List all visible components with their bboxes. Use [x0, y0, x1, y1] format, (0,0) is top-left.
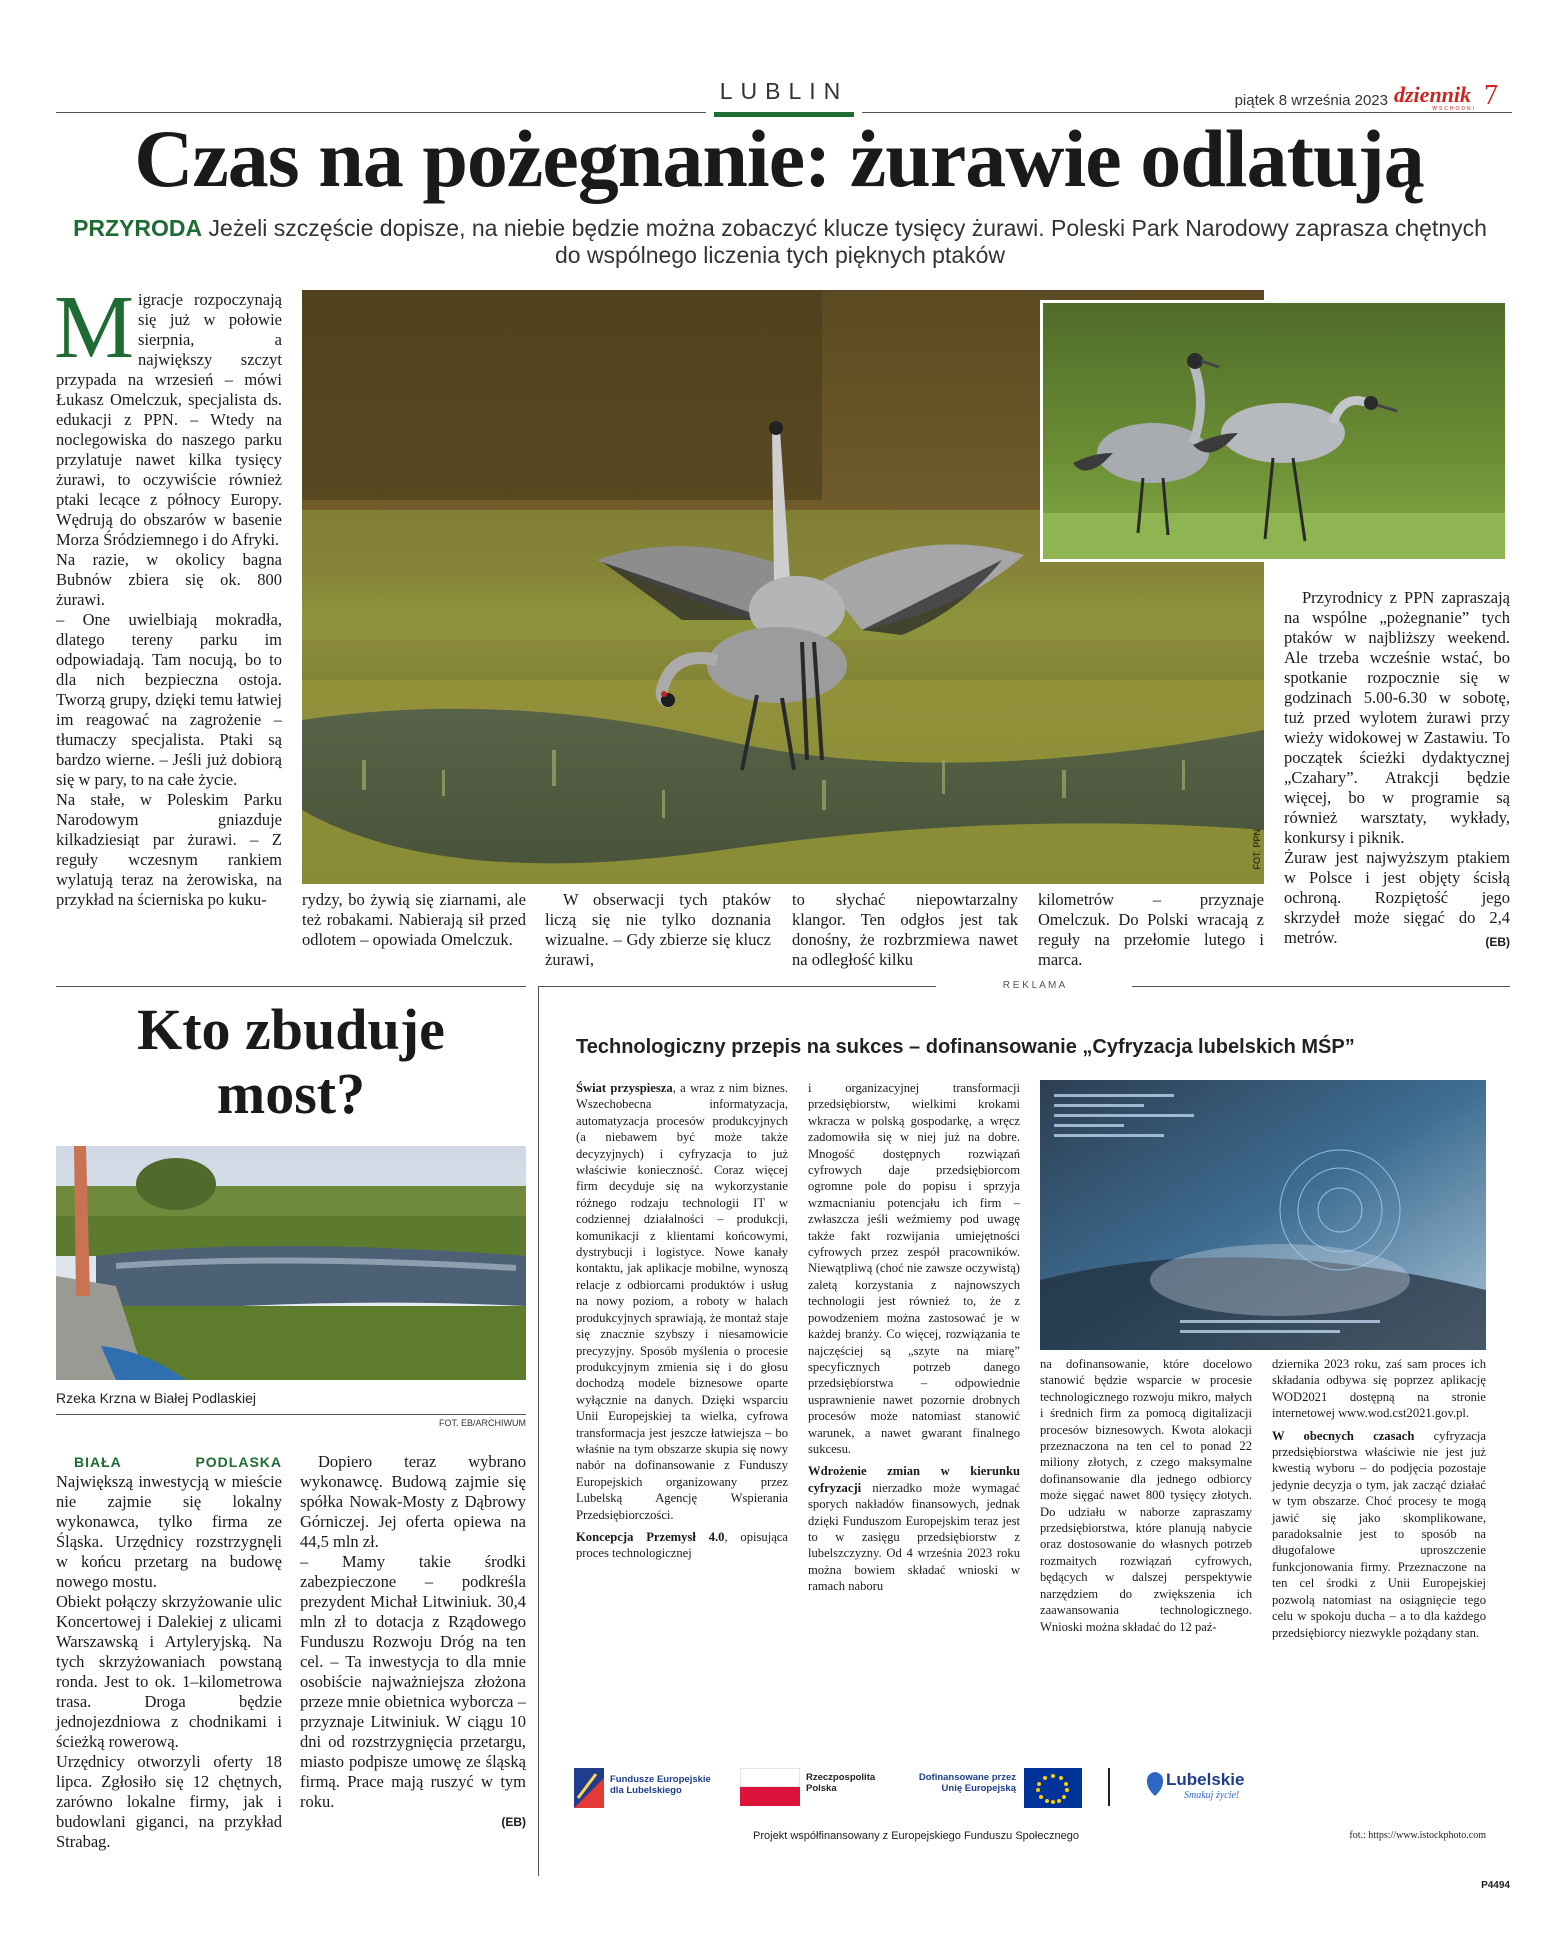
cranes-kicker: PRZYRODA	[73, 215, 203, 241]
bridge-headline	[56, 998, 526, 1126]
bridge-photo	[56, 1146, 526, 1380]
cranes-lead	[60, 215, 1500, 269]
poland-flag-icon	[740, 1768, 800, 1806]
section-label: LUBLIN	[719, 78, 849, 104]
bridge-image	[56, 1146, 526, 1380]
bridge-col2-p2: – Mamy takie środki zabezpieczone – podkreśla prezydent Michał Litwiniuk. 30,4 mln zł to dotacja z Rządowego Funduszu Rozwoju Dróg na ten cel. – Ta inwestycja to dla mnie osobiście najważniejsza złożona przeze mnie obietnica wyborcza – przyznaje Litwiniuk. W ciągu 10 dni od rozstrzygnięcia przetargu, miasto podpisze umowę ze śląską firmą. Prace mają ruszyć w tym roku.	[300, 1552, 526, 1811]
brand-name: dziennik	[1394, 82, 1472, 107]
cranes-col4-text: to słychać niepowtarzalny klangor. Ten odgłos jest tak donośny, że rozbrzmiewa nawet na odległość kilku	[792, 890, 1018, 969]
cranes-column-5	[1038, 890, 1264, 970]
cranes-column-4	[792, 890, 1018, 970]
ad-code: P4494	[1481, 1880, 1510, 1891]
eu-logo	[904, 1768, 1104, 1808]
ad-label: R E K L A M A	[1002, 980, 1066, 991]
ad-col1-p2	[576, 1529, 788, 1562]
eu-funds-icon	[574, 1768, 604, 1808]
bridge-headline-line1: Kto zbuduje	[137, 997, 445, 1062]
cranes-col1-p4: Na stałe, w Poleskim Parku Narodowym gniazduje kilkadziesiąt par żurawi. – Z reguły wczesnym rankiem wylatują teraz na żerowiska, na przykład na ścierniska po kuku-	[56, 790, 282, 909]
cranes-column-3	[545, 890, 771, 970]
eu-funds-logo	[574, 1768, 724, 1808]
cranes-headline: Czas na pożegnanie: żurawie odlatują	[134, 113, 1424, 204]
ad-column-3	[1040, 1356, 1252, 1635]
bridge-col1-p3: Urzędnicy otworzyli oferty 18 lipca. Zgłosiło się 12 chętnych, zarówno lokalne firmy, jak i budowlani giganci, na przykład Strabag.	[56, 1752, 282, 1851]
ad-col4-bold: W obecnych czasach	[1272, 1428, 1415, 1443]
eu-flag-icon	[1024, 1768, 1082, 1808]
ad-col1-bold2: Koncepcja Przemysł 4.0	[576, 1529, 725, 1544]
bridge-column-1	[56, 1452, 282, 1852]
ad-headline: Technologiczny przepis na sukces – dofinansowanie „Cyfryzacja lubelskich MŚP”	[576, 1036, 1355, 1058]
cranes-col6-p2: Żuraw jest najwyższym ptakiem w Polsce i jest objęty ścisłą ochroną. Rozpiętość jego skrzydeł może sięgać do 2,4 metrów.	[1284, 848, 1510, 947]
ad-col4-p1: dziernika 2023 roku, zaś sam proces ich składania odbywa się poprzez aplikację WOD2021 dostępną na stronie internetowej www.wod.cst2021.gov.pl.	[1272, 1357, 1486, 1421]
lubelskie-logo	[1144, 1770, 1254, 1808]
ad-col2-p1: i organizacyjnej transformacji przedsiębiorstw, wielkimi krokami wkracza w polską gospodarkę, a wręcz zadomowiła się w niej już na dobre. Mnogość dostępnych rozwiązań cyfrowych daje przedsiębiorcom ogromne pole do popisu i sprzyja wzmacnianiu potencjału ich firm – zwłaszcza jeśli weźmiemy pod uwagę także fakt rozwijania umiejętności cyfrowych przez zespół pracowników. Niewątpliwą (choć nie zawsze oczywistą) zaletą korzystania z najnowszych technologii jest również to, że z powodzeniem można zastosować je w każdej branży. Co więcej, rozwiązania te najczęściej są „szyte na miarę” specyficznych potrzeb danego przedsiębiorstwa – odpowiednie usprawnienie nawet pozornie drobnych procesów może natomiast stanowić warunek, a nawet gwarant finalnego sukcesu.	[808, 1081, 1020, 1456]
poland-logo	[740, 1768, 900, 1808]
ad-col1-p1	[576, 1080, 788, 1523]
logo-separator	[1108, 1768, 1110, 1806]
cranes-inset-image	[1043, 303, 1505, 559]
dropcap: M	[54, 278, 135, 377]
eu-funds-text: Fundusze Europejskie dla Lubelskiego	[610, 1774, 711, 1796]
section-divider-left	[56, 986, 526, 987]
bridge-headline-line2: most?	[216, 1061, 366, 1126]
bridge-signature: (EB)	[501, 1815, 526, 1829]
ad-col1-text: , a wraz z nim biznes. Wszechobecna informatyzacja, automatyzacja procesów produkcyjnych (a niebawem być może także decyzyjnych) i cyfryzacja to już właściwie konieczność. Coraz więcej firm decyduje się na wykorzystanie różnego rodzaju technologii IT w codziennej działalności – produkcji, komunikacji z klientami końcowymi, dystrybucji i logistyce. Nowe kanały kontaktu, jak aplikacje mobilne, wynoszą relacje z odbiorcami produktów i usług na nowy poziom, a roboty w halach produkcyjnych sprawiają, że montaż staje się znacznie szybszy i niesamowicie precyzyjny. Sposób myślenia o procesie produkcyjnym zmienia się i do głosu dochodzą modele biznesowe oparte wyłącznie na danych. Dzięki wsparciu Unii Europejskiej ta wielka, cyfrowa transformacja jest jeszcze łatwiejsza – bo właśnie na tym obszarze skupia się nowy nabór na dofinansowanie z Funduszy Europejskich organizowany przez Lubelską Agencję Wspierania Przedsiębiorczości.	[576, 1081, 789, 1522]
bridge-col1-p2: Obiekt połączy skrzyżowanie ulic Koncertowej i Dalekiej z ulicami Warszawską i Artyleryjską. Na tych skrzyżowaniach powstaną ronda. Jest to ok. 1–kilometrowa trasa. Droga będzie jednojezdniowa z chodnikami i ścieżką rowerową.	[56, 1592, 282, 1751]
page-number: 7	[1484, 80, 1498, 111]
cranes-col1-p1: igracje rozpoczynają się już w połowie sierpnia, a największy szczyt przypada na wrzesień – mówi Łukasz Omelczuk, specjalista ds. edukacji z PPN. – Wtedy na noclegowiska do naszego parku przylatuje nawet kilka tysięcy żurawi, to oczywiście również ptaki lecące z północy Europy. Wędrują do obszarów w basenie Morza Śródziemnego i do Afryki.	[56, 290, 282, 549]
cranes-col3-text: W obserwacji tych ptaków liczą się nie tylko doznania wizualne. – Gdy zbierze się klucz żurawi,	[545, 890, 771, 969]
ad-photo	[1040, 1080, 1486, 1350]
cranes-col2-text: rydzy, bo żywią się ziarnami, ale też robakami. Nabierają sił przed odlotem – opowiada Omelczuk.	[302, 890, 526, 949]
cranes-column-2	[302, 890, 526, 950]
bridge-photo-credit: FOT. EB/ARCHIWUM	[439, 1418, 526, 1428]
vertical-divider	[538, 986, 539, 1876]
bridge-caption: Rzeka Krzna w Białej Podlaskiej	[56, 1390, 256, 1406]
lubelskie-text: Lubelskie	[1166, 1770, 1245, 1789]
eu-text: Dofinansowane przez Unię Europejską	[918, 1772, 1016, 1794]
cranes-signature: (EB)	[1485, 935, 1510, 949]
cranes-col1-p3: – One uwielbiają mokradła, dlatego tereny parku im odpowiadają. Tam nocują, bo to dla nich bezpieczna ostoja. Tworzą grupy, dzięki temu łatwiej im reagować na zagrożenie – tłumaczy specjalista. Ptaki są bardzo wierne. – Jeśli już dobiorą się w pary, to na całe życie.	[56, 610, 282, 789]
cranes-lead-text: Jeżeli szczęście dopisze, na niebie będzie można zobaczyć klucze tysięcy żurawi. Poleski Park Narodowy zaprasza chętnych do wspólnego liczenia tych pięknych ptaków	[208, 215, 1487, 268]
bridge-col1-p1	[56, 1452, 282, 1592]
cranes-col6-p1: Przyrodnicy z PPN zapraszają na wspólne „pożegnanie” tych ptaków w najbliższy weekend. Ale trzeba wcześnie wstać, bo spotkanie rozpocznie się w godzinach 5.00-6.30 w sobotę, tuż przed wylotem żurawi przy wieży widokowej w Zastawiu. To początek ścieżki dydaktycznej „Czahary”. Atrakcji będzie więcej, bo w programie są również warsztaty, wykłady, konkursy i piknik.	[1284, 588, 1510, 847]
issue-date: piątek 8 września 2023	[1234, 92, 1388, 109]
lubelskie-icon	[1144, 1770, 1166, 1798]
ad-col4-p2	[1272, 1428, 1486, 1641]
ad-column-1	[576, 1080, 788, 1562]
cranes-col1-p2: Na razie, w okolicy bagna Bubnów zbiera się ok. 800 żurawi.	[56, 550, 282, 609]
cranes-col5-text: kilometrów – przyznaje Omelczuk. Do Polski wracają z reguły na przełomie lutego i marca.	[1038, 890, 1264, 969]
ad-col1-text2: , opisująca proces technologicznej	[576, 1529, 788, 1561]
cranes-column-6	[1284, 588, 1510, 952]
cranes-inset-photo	[1040, 300, 1508, 562]
ad-column-2	[808, 1080, 1020, 1595]
lubelskie-sub: Smakuj życie!	[1184, 1790, 1240, 1801]
brand-logo	[1394, 84, 1476, 110]
brand-sub: WSCHODNI	[1432, 106, 1476, 112]
bridge-col1-p1-text: Największą inwestycją w mieście nie zajmie się lokalny wykonawca, tylko firma ze Śląska. Urzędnicy rozstrzygnęli w końcu przetarg na budowę nowego mostu.	[56, 1472, 282, 1591]
ad-col1-bold: Świat przyspiesza	[576, 1081, 673, 1095]
ad-image	[1040, 1080, 1486, 1350]
ad-column-4	[1272, 1356, 1486, 1641]
bridge-col2-p1: Dopiero teraz wybrano wykonawcę. Budową zajmie się spółka Nowak-Mosty z Dąbrowy Górniczej. Jej oferta opiewa na 44,5 mln zł.	[300, 1452, 526, 1551]
bridge-column-2	[300, 1452, 526, 1832]
cranes-photo-credit: FOT. PPN	[1252, 829, 1262, 870]
poland-text: Rzeczpospolita Polska	[806, 1772, 876, 1794]
logo-strip	[574, 1764, 1254, 1814]
ad-photo-credit: fot.: https://www.istockphoto.com	[1349, 1830, 1486, 1841]
ad-col2-bold: Wdrożenie zmian w kierunku cyfryzacji	[808, 1464, 1020, 1495]
cranes-column-1	[54, 278, 282, 910]
ad-col2-p2	[808, 1463, 1020, 1594]
section-divider-right-a	[538, 986, 936, 987]
section-divider-right-b	[1132, 986, 1510, 987]
ad-col2-text2: nierzadko może wymagać sporych nakładów finansowych, jednak dzięki Funduszom Europejskim teraz jest to w zasięgu przedsiębiorstw z lubelszczyzny. Od 4 września 2023 roku można bowiem składać wnioski w ramach naboru	[808, 1480, 1020, 1594]
bridge-place: BIAŁA PODLASKA	[74, 1454, 282, 1470]
ad-footer: Projekt współfinansowany z Europejskiego Funduszu Społecznego	[753, 1830, 1079, 1842]
ad-col4-text2: cyfryzacja przedsiębiorstwa właściwie nie jest już kwestią wyboru – do podjęcia pozostaje jedynie decyzja o tym, jak zacząć działać w tym obszarze. Choć procesy te mogą jawić się jako skomplikowane, paradoksalnie jest to sposób na długofalowe uproszczenie funkcjonowania firmy. Przeznaczone na ten cel środki z Unii Europejskiej pozwolą natomiast na osiągnięcie tego celu w spokoju ducha – a to dla każdego przedsiębiorcy niezwykle pożądany stan.	[1272, 1428, 1487, 1640]
bridge-caption-rule	[56, 1414, 526, 1415]
ad-col3-text: na dofinansowanie, które docelowo stanowić będzie wsparcie w procesie technologicznego rozwoju mikro, małych i średnich firm za pomocą digitalizacji procesów biznesowych. Kwota alokacji przeznaczona na ten cel to ponad 22 miliony złotych, z czego maksymalne dofinansowanie dla jednego odbiorcy może sięgać nawet 800 tysięcy złotych. Do udziału w naborze zapraszamy przedsiębiorstwa, które planują nabycie oraz dostosowanie do własnych potrzeb rozmaitych rozwiązań cyfrowych, będących w dalszej perspektywie narzędziem do zwiększenia ich zaawansowania technologicznego. Wnioski można składać do 12 paź-	[1040, 1357, 1252, 1634]
